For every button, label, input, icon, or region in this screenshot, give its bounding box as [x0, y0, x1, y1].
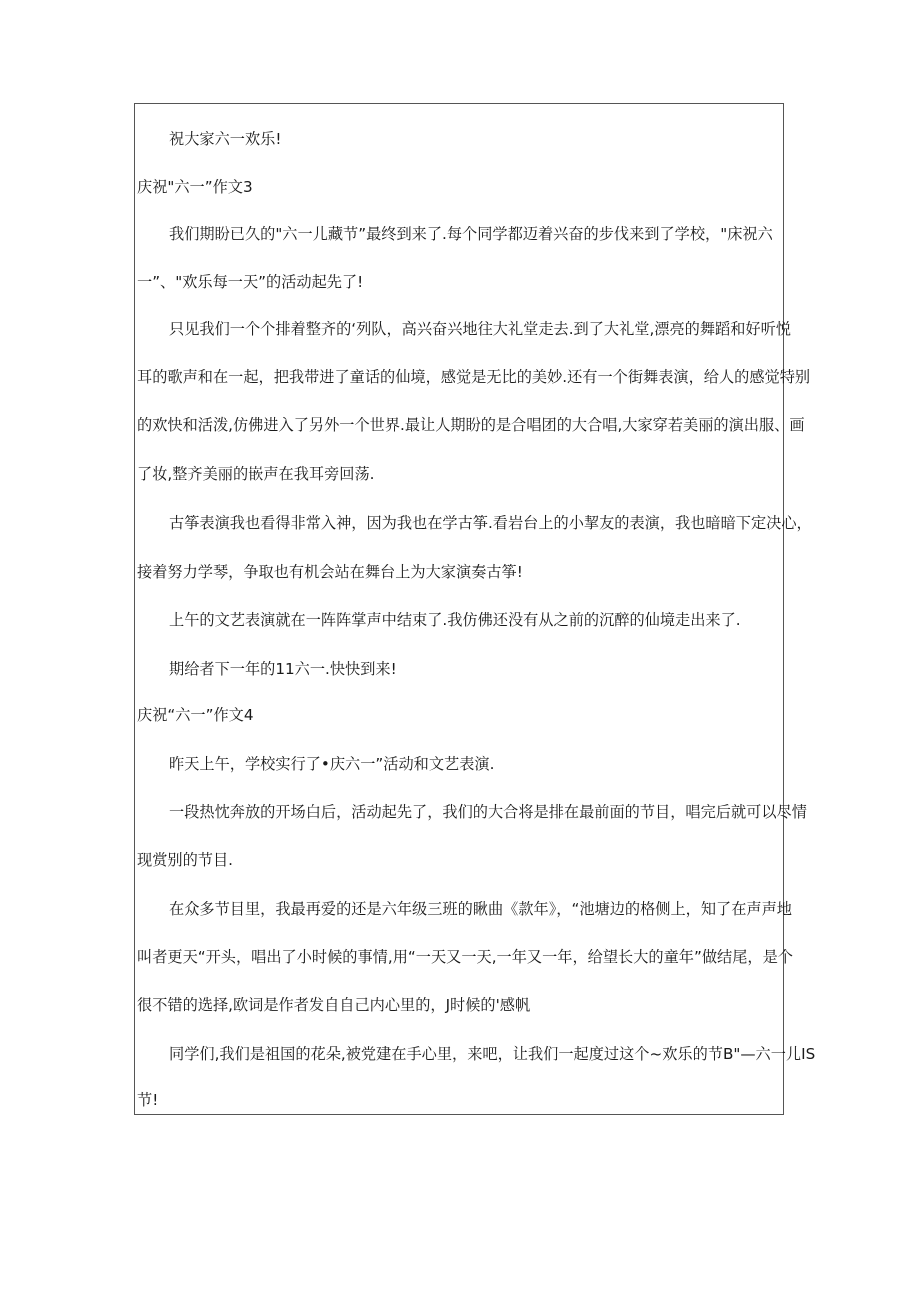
- text-line: 昨天上午，学校实行了•庆六一”活动和文艺表演.: [169, 755, 495, 773]
- text-line: 祝大家六一欢乐!: [169, 130, 282, 148]
- text-line: 现赏别的节目.: [137, 851, 233, 869]
- section-heading: 庆祝"六一”作文3: [137, 178, 253, 196]
- text-line: 上午的文艺表演就在一阵阵掌声中结束了.我仿佛还没有从之前的沉醉的仙境走出来了.: [169, 611, 741, 629]
- section-heading: 庆祝“六一”作文4: [137, 706, 254, 724]
- text-line: 很不错的选择,欧词是作者发自自己内心里的，J时候的'感帆: [137, 996, 531, 1014]
- text-line: 我们期盼已久的"六一儿藏节”最终到来了.每个同学都迈着兴奋的步伐来到了学校，"床祝六: [169, 225, 773, 243]
- text-line: 同学们,我们是祖国的花朵,被党建在手心里，来吧，让我们一起度过这个~欢乐的节B"—六一儿IS: [169, 1045, 816, 1063]
- text-line: 的欢快和活泼,仿佛进入了另外一个世界.最让人期盼的是合唱团的大合唱,大家穿若美丽的演出服、画: [137, 416, 805, 434]
- text-line: 只见我们一个个排着整齐的‘列队，高兴奋兴地往大礼堂走去.到了大礼堂,漂亮的舞蹈和好听悦: [169, 320, 791, 338]
- text-line: 一段热忱奔放的开场白后，活动起先了，我们的大合将是排在最前面的节目，唱完后就可以尽情: [169, 803, 807, 821]
- page-frame: [134, 103, 816, 1115]
- text-line: 节!: [137, 1091, 159, 1109]
- text-line: 在众多节目里，我最再爱的还是六年级三班的瞅曲《款年》，“池塘边的格侧上，知了在声声地: [169, 900, 792, 918]
- text-line: 接着努力学琴，争取也有机会站在舞台上为大家演奏古筝!: [137, 563, 523, 581]
- text-line: 叫者更天“开头，唱出了小时候的事情,用“一天又一天,一年又一年，给望长大的童年”做结尾，是个: [137, 948, 793, 966]
- text-line: 了妆,整齐美丽的嵌声在我耳旁回荡.: [137, 465, 375, 483]
- text-line: 一”、"欢乐每一天”的活动起先了!: [137, 273, 364, 291]
- text-line: 古筝表演我也看得非常入神，因为我也在学古筝.看岩台上的小挈友的表演，我也暗暗下定决心，: [169, 514, 812, 532]
- text-line: 期给者下一年的11六一.快快到来!: [169, 660, 397, 678]
- text-line: 耳的歌声和在一起，把我带进了童话的仙境，感觉是无比的美妙.还有一个街舞表演，给人的感觉特别: [137, 368, 811, 386]
